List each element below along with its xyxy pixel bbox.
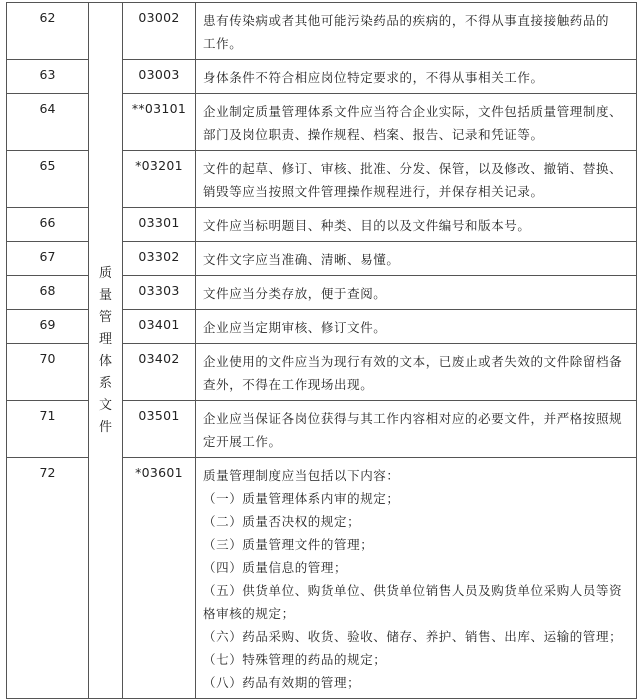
text-line: 文件文字应当准确、清晰、易懂。 [203,252,400,267]
item-code: *03601 [123,458,196,699]
row-number: 72 [7,458,89,699]
requirement-text [196,208,637,242]
row-number: 68 [7,276,89,310]
requirement-text [196,3,637,60]
text-line: 文件的起草、修订、审核、批准、分发、保管，以及修改、撤销、替换、 [203,161,623,176]
row-number: 64 [7,94,89,151]
row-number: 67 [7,242,89,276]
item-code: 03401 [123,310,196,344]
text-line: （四）质量信息的管理； [203,560,348,575]
text-line: 企业使用的文件应当为现行有效的文本，已废止或者失效的文件除留档备 [203,354,623,369]
item-code: 03002 [123,3,196,60]
text-line: （六）药品采购、收货、验收、储存、养护、销售、出库、运输的管理； [203,629,623,644]
text-line: 查外，不得在工作现场出现。 [203,377,374,392]
requirement-text [196,458,637,699]
item-code: 03402 [123,344,196,401]
requirement-text [196,242,637,276]
row-number: 69 [7,310,89,344]
text-line: 企业制定质量管理体系文件应当符合企业实际，文件包括质量管理制度、 [203,104,623,119]
regulation-table-body [7,3,637,699]
text-line: 患有传染病或者其他可能污染药品的疾病的，不得从事直接接触药品的 [203,13,610,28]
text-line: 文件应当标明题目、种类、目的以及文件编号和版本号。 [203,218,531,233]
row-number: 71 [7,401,89,458]
item-code: *03201 [123,151,196,208]
item-code: 03302 [123,242,196,276]
item-code: 03303 [123,276,196,310]
text-line: 部门及岗位职责、操作规程、档案、报告、记录和凭证等。 [203,127,544,142]
item-code: 03301 [123,208,196,242]
text-line: 质量管理制度应当包括以下内容： [203,468,400,483]
item-code: 03003 [123,60,196,94]
row-number: 63 [7,60,89,94]
requirement-text [196,151,637,208]
row-number: 65 [7,151,89,208]
category-label: 质量管理体系文件 [98,265,112,435]
requirement-text [196,276,637,310]
text-line: 企业应当定期审核、修订文件。 [203,320,387,335]
text-line: 格审核的规定； [203,606,295,621]
text-line: 文件应当分类存放，便于查阅。 [203,286,387,301]
text-line: （八）药品有效期的管理； [203,675,361,690]
text-line: （三）质量管理文件的管理； [203,537,374,552]
regulation-table [6,2,637,699]
item-code: 03501 [123,401,196,458]
table-row [7,3,637,60]
text-line: （一）质量管理体系内审的规定； [203,491,400,506]
requirement-text [196,401,637,458]
requirement-text [196,94,637,151]
text-line: 企业应当保证各岗位获得与其工作内容相对应的必要文件，并严格按照规 [203,411,623,426]
text-line: 工作。 [203,36,243,51]
text-line: （五）供货单位、购货单位、供货单位销售人员及购货单位采购人员等资 [203,583,623,598]
row-number: 66 [7,208,89,242]
text-line: 身体条件不符合相应岗位特定要求的，不得从事相关工作。 [203,70,544,85]
requirement-text [196,344,637,401]
item-code: **03101 [123,94,196,151]
text-line: 定开展工作。 [203,434,282,449]
requirement-text [196,310,637,344]
requirement-text [196,60,637,94]
text-line: （二）质量否决权的规定； [203,514,361,529]
row-number: 62 [7,3,89,60]
category-cell [89,3,123,699]
text-line: 销毁等应当按照文件管理操作规程进行，并保存相关记录。 [203,184,544,199]
row-number: 70 [7,344,89,401]
text-line: （七）特殊管理的药品的规定； [203,652,387,667]
